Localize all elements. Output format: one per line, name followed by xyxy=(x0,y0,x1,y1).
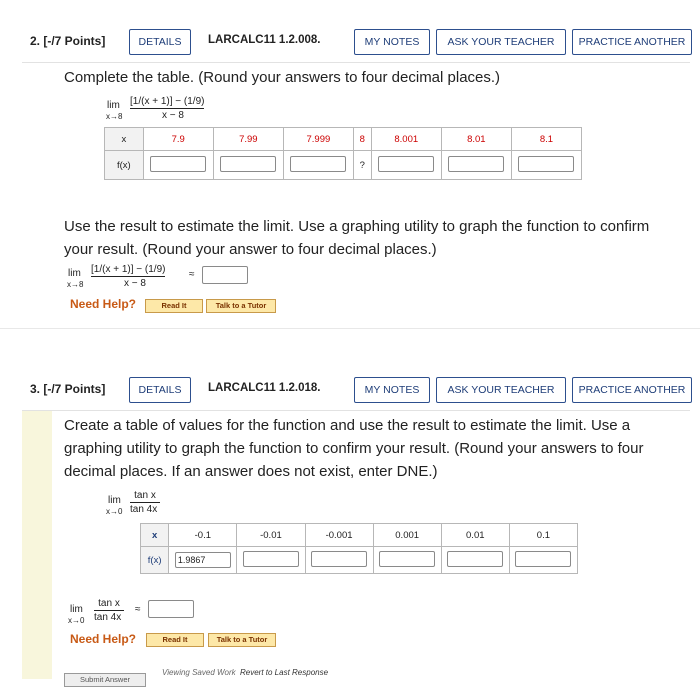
q2-x-value: 7.9 xyxy=(143,128,213,151)
q2-points: 2. [-/7 Points] xyxy=(30,34,106,48)
q3-fx-input[interactable] xyxy=(447,551,503,567)
q3-ask-teacher-button[interactable]: ASK YOUR TEACHER xyxy=(436,377,566,403)
q2-x-value: 8.1 xyxy=(511,128,581,151)
q3-limit-answer-input[interactable] xyxy=(148,600,194,618)
q2-lim-sub: x→8 xyxy=(106,112,123,121)
q3-x-value: 0.1 xyxy=(509,524,577,547)
q3-fx-input[interactable] xyxy=(515,551,571,567)
q2-lim-word: lim xyxy=(107,100,120,111)
q3-talk-tutor-button[interactable]: Talk to a Tutor xyxy=(208,633,276,647)
q2-x-value: 7.999 xyxy=(283,128,353,151)
q3-lim2-den: tan 4x xyxy=(94,612,122,623)
q2-instruction: Complete the table. (Round your answers to four decimal places.) xyxy=(64,69,501,86)
q2-lim2-word: lim xyxy=(68,268,81,279)
q3-footer-revert[interactable]: Revert to Last Response xyxy=(240,668,329,677)
q3-details-button[interactable]: DETAILS xyxy=(129,377,191,403)
q2-fx-row xyxy=(105,151,582,180)
q3-points: 3. [-/7 Points] xyxy=(30,382,106,396)
q2-fx-input[interactable] xyxy=(518,156,574,172)
q2-my-notes-button[interactable]: MY NOTES xyxy=(354,29,430,55)
q2-lim2-sub: x→8 xyxy=(67,280,84,289)
q3-fx-input[interactable] xyxy=(311,551,367,567)
q3-code: LARCALC11 1.2.018. xyxy=(208,382,321,394)
q2-lim-num xyxy=(130,96,204,109)
q2-approx: ≈ xyxy=(189,269,195,280)
q3-x-row xyxy=(141,524,578,547)
q2-details-button[interactable]: DETAILS xyxy=(129,29,191,55)
q2-fx-label: f(x) xyxy=(105,151,144,180)
q3-lim-den: tan 4x xyxy=(130,504,158,515)
q3-fx-cell xyxy=(373,547,441,574)
q2-fx-input[interactable] xyxy=(378,156,434,172)
q2-ask-teacher-button[interactable]: ASK YOUR TEACHER xyxy=(436,29,566,55)
q2-read-it-button[interactable]: Read It xyxy=(145,299,203,313)
q3-lim-num: tan x xyxy=(130,490,160,503)
q3-fx-input[interactable] xyxy=(379,551,435,567)
q3-lim-sub: x→0 xyxy=(106,507,123,516)
q2-fx-cell xyxy=(511,151,581,180)
q3-values-table xyxy=(140,523,578,574)
q3-fx-input[interactable] xyxy=(243,551,299,567)
q2-fx-cell xyxy=(371,151,441,180)
q2-fx-cell xyxy=(283,151,353,180)
q2-x-value: 8.001 xyxy=(371,128,441,151)
q2-fx-cell xyxy=(441,151,511,180)
q3-x-value: 0.001 xyxy=(373,524,441,547)
q2-lim-num-text: [1/(x + 1)] − (1/9) xyxy=(130,96,205,107)
q3-practice-button[interactable]: PRACTICE ANOTHER xyxy=(572,377,692,403)
q3-fx-label: f(x) xyxy=(141,547,169,574)
q2-estimate-text: Use the result to estimate the limit. Use a graphing utility to graph the function to confirm your result. (Round your answer to four decimal places.) xyxy=(64,218,650,258)
q3-x-value: -0.1 xyxy=(169,524,237,547)
q3-highlight-stripe xyxy=(22,411,52,679)
q2-body xyxy=(22,63,690,328)
q2-values-table xyxy=(104,127,582,180)
q3-header xyxy=(22,370,690,411)
q3-lim2-num: tan x xyxy=(94,598,124,611)
q2-x-label: x xyxy=(105,128,144,151)
q2-unknown-cell: ? xyxy=(353,151,371,180)
q2-fx-input[interactable] xyxy=(448,156,504,172)
q2-x-value: 8.01 xyxy=(441,128,511,151)
q2-fx-cell xyxy=(143,151,213,180)
q2-fx-input[interactable] xyxy=(150,156,206,172)
q3-x-value: 0.01 xyxy=(441,524,509,547)
q2-need-help: Need Help? xyxy=(70,297,137,311)
q3-read-it-button[interactable]: Read It xyxy=(146,633,204,647)
q3-fx-cell xyxy=(305,547,373,574)
q3-instruction: Create a table of values for the function and use the result to estimate the limit. Use a graphing utility to graph the function to confirm your result. (Round your answers to four decimal places. If an answer does not exist, enter DNE.) xyxy=(64,417,644,480)
q2-lim2-den: x − 8 xyxy=(124,278,146,289)
q3-fx-cell xyxy=(237,547,305,574)
q3-x-label: x xyxy=(141,524,169,547)
q3-lim2-word: lim xyxy=(70,604,83,615)
q3-need-help: Need Help? xyxy=(70,632,137,646)
q3-fx-cell xyxy=(509,547,577,574)
q2-x-value: 8 xyxy=(353,128,371,151)
q2-fx-cell xyxy=(213,151,283,180)
q3-fx-input-filled[interactable]: 1.9867 xyxy=(175,552,231,568)
q3-x-value: -0.01 xyxy=(237,524,305,547)
q2-lim-den: x − 8 xyxy=(162,110,184,121)
q2-limit-answer-input[interactable] xyxy=(202,266,248,284)
q2-lim2-num: [1/(x + 1)] − (1/9) xyxy=(91,264,166,275)
q2-talk-tutor-button[interactable]: Talk to a Tutor xyxy=(206,299,276,313)
q2-header xyxy=(22,22,690,63)
q3-body xyxy=(22,411,690,684)
q3-fx-cell xyxy=(441,547,509,574)
q3-x-value: -0.001 xyxy=(305,524,373,547)
q2-x-value: 7.99 xyxy=(213,128,283,151)
q3-approx: ≈ xyxy=(135,604,141,615)
q3-lim-word: lim xyxy=(108,495,121,506)
q2-fx-input[interactable] xyxy=(290,156,346,172)
q2-fx-input[interactable] xyxy=(220,156,276,172)
q3-fx-cell xyxy=(169,547,237,574)
q3-fx-row xyxy=(141,547,578,574)
q3-lim2-sub: x→0 xyxy=(68,616,85,625)
q2-practice-button[interactable]: PRACTICE ANOTHER xyxy=(572,29,692,55)
q3-my-notes-button[interactable]: MY NOTES xyxy=(354,377,430,403)
divider xyxy=(0,328,700,329)
q3-footer-viewing: Viewing Saved Work xyxy=(162,668,236,677)
q3-submit-answer-button[interactable]: Submit Answer xyxy=(64,673,146,687)
q2-x-row xyxy=(105,128,582,151)
q2-code: LARCALC11 1.2.008. xyxy=(208,34,321,46)
